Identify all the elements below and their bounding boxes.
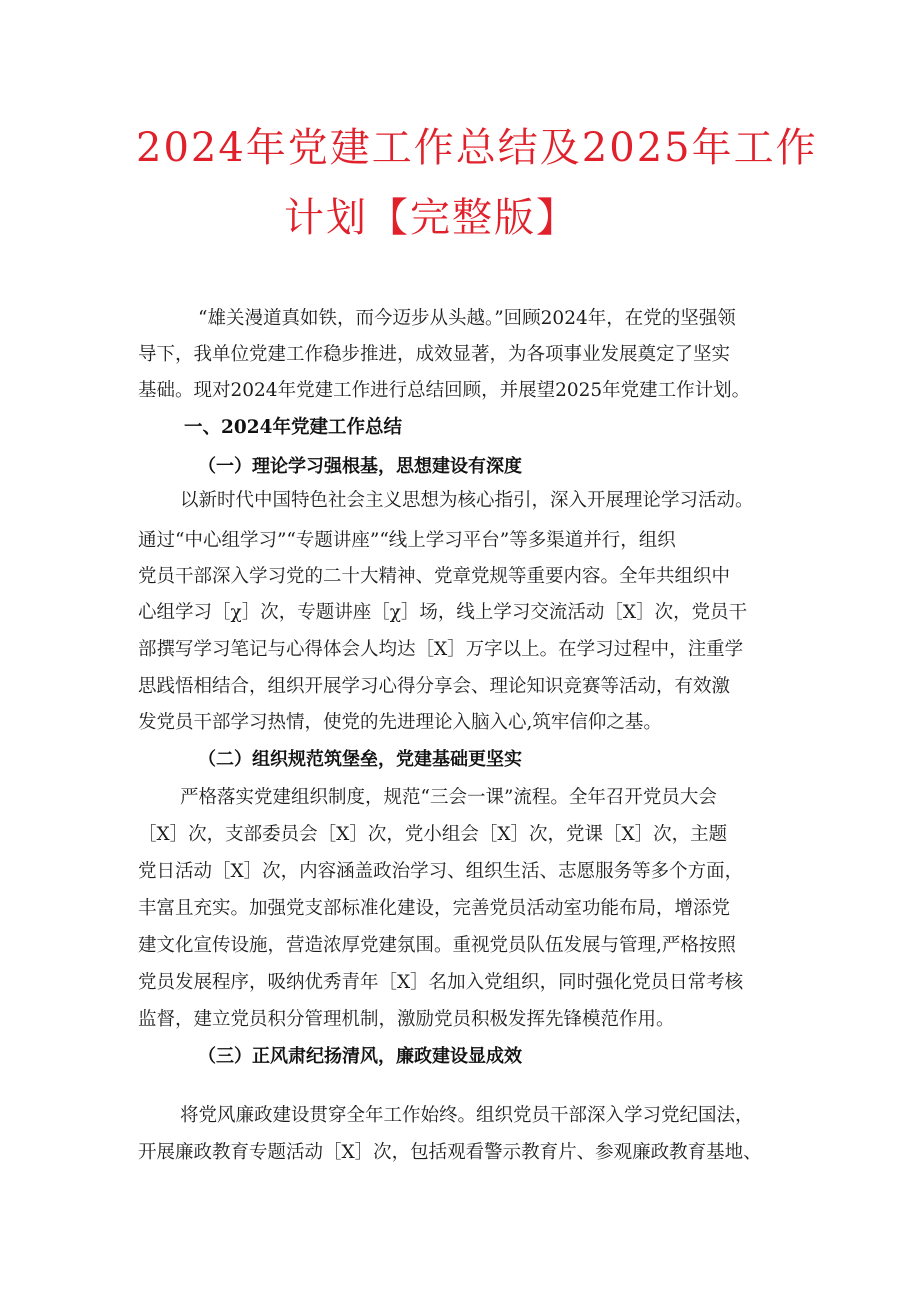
sub3-line-1: 将党风廉政建设贯穿全年工作始终。组织党员干部深入学习党纪国法， — [180, 1105, 754, 1126]
sub1-line-7: 发党员干部学习热情，使党的先进理论入脑入心,筑牢信仰之基。 — [138, 712, 662, 733]
sub1-line-6: 思践悟相结合，组织开展学习心得分享会、理论知识竞赛等活动，有效激 — [138, 676, 731, 697]
document-title-line-1: 2024年党建工作总结及2025年工作 — [136, 125, 818, 171]
sub1-line-1: 以新时代中国特色社会主义思想为核心指引，深入开展理论学习活动。 — [180, 490, 754, 511]
sub1-line-2: 通过“中心组学习”“专题讲座”“线上学习平台”等多渠道并行，组织 — [138, 530, 676, 551]
document-title-line-2: 计划【完整版】 — [284, 195, 578, 241]
sub2-line-2: ［X］次，支部委员会［X］次，党小组会［X］次，党课［X］次，主题 — [138, 824, 728, 845]
subsection-heading-1: （一）理论学习强根基，思想建设有深度 — [198, 456, 522, 477]
intro-line-1: “雄关漫道真如铁，而今迈步从头越。”回顾2024年，在党的坚强领 — [198, 308, 736, 329]
sub1-line-5: 部撰写学习笔记与心得体会人均达［X］万字以上。在学习过程中，注重学 — [138, 639, 744, 660]
sub2-line-6: 党员发展程序，吸纳优秀青年［X］名加入党组织，同时强化党员日常考核 — [138, 972, 744, 993]
sub1-line-3: 党员干部深入学习党的二十大精神、党章党规等重要内容。全年共组织中 — [138, 566, 731, 587]
sub3-line-2: 开展廉政教育专题活动［X］次，包括观看警示教育片、参观廉政教育基地、 — [138, 1142, 762, 1163]
sub2-line-3: 党日活动［X］次，内容涵盖政治学习、组织生活、志愿服务等多个方面， — [138, 861, 744, 882]
section-heading-1: 一、2024年党建工作总结 — [184, 417, 402, 438]
subsection-heading-3: （三）正风肃纪扬清风，廉政建设显成效 — [198, 1046, 522, 1067]
sub2-line-5: 建文化宣传设施，营造浓厚党建氛围。重视党员队伍发展与管理,严格按照 — [138, 935, 736, 956]
sub2-line-1: 严格落实党建组织制度，规范“三会一课”流程。全年召开党员大会 — [180, 787, 717, 808]
subsection-heading-2: （二）组织规范筑堡垒，党建基础更坚实 — [198, 749, 522, 770]
sub2-line-4: 丰富且充实。加强党支部标准化建设，完善党员活动室功能布局，增添党 — [138, 898, 731, 919]
intro-line-3: 基础。现对2024年党建工作进行总结回顾，并展望2025年党建工作计划。 — [138, 380, 751, 401]
sub2-line-7: 监督，建立党员积分管理机制，激励党员积极发挥先锋模范作用。 — [138, 1009, 675, 1030]
intro-line-2: 导下，我单位党建工作稳步推进，成效显著，为各项事业发展奠定了坚实 — [138, 344, 731, 365]
sub1-line-4: 心组学习［χ］次，专题讲座［χ］场，线上学习交流活动［X］次，党员干 — [138, 602, 748, 623]
